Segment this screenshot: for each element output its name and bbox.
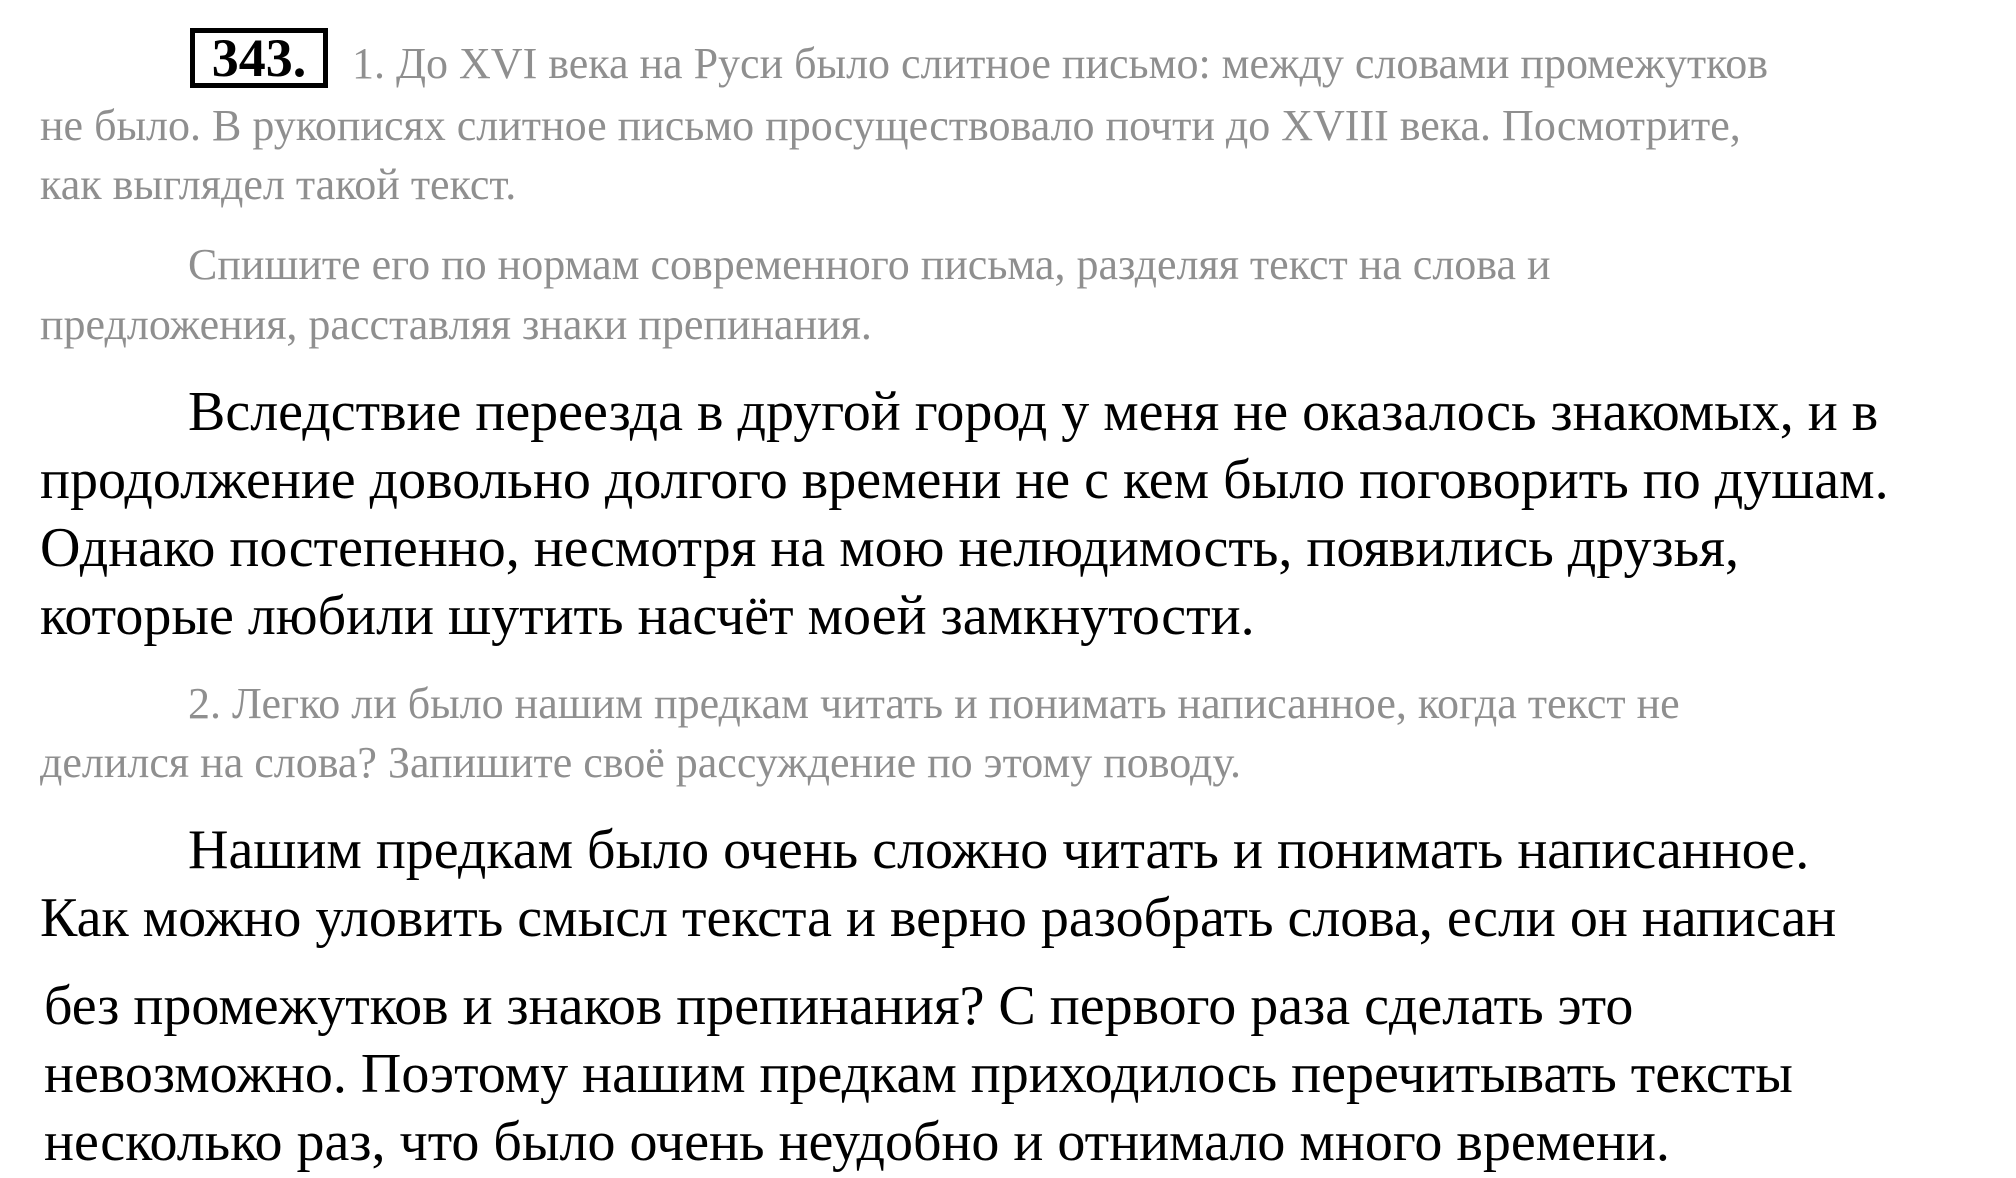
task1b-line-1: Спишите его по нормам современного письма, разделяя текст на слова и: [188, 240, 1551, 289]
answer1-line-1: Вследствие переезда в другой город у меня не оказалось знакомых, и в: [188, 381, 1879, 443]
task2-line-2: делился на слова? Запишите своё рассуждение по этому поводу.: [40, 738, 1241, 787]
exercise-number-box: [190, 28, 328, 88]
task2-line-1: 2. Легко ли было нашим предкам читать и понимать написанное, когда текст не: [188, 679, 1680, 728]
task1-line-2: не было. В рукописях слитное письмо просуществовало почти до XVIII века. Посмотрите,: [40, 101, 1741, 150]
task1b-line-2: предложения, расставляя знаки препинания.: [40, 300, 872, 349]
answer1-line-3: Однако постепенно, несмотря на мою нелюдимость, появились друзья,: [40, 517, 1739, 579]
task1-line-3: как выглядел такой текст.: [40, 160, 517, 209]
task1-line-1: 1. До XVI века на Руси было слитное письмо: между словами промежутков: [352, 39, 1769, 88]
answer2-line-2: Как можно уловить смысл текста и верно разобрать слова, если он написан: [40, 887, 1837, 949]
answer1-line-4: которые любили шутить насчёт моей замкнутости.: [40, 585, 1255, 647]
answer1-line-2: продолжение довольно долгого времени не с кем было поговорить по душам.: [40, 449, 1889, 511]
answer2-line-4: невозможно. Поэтому нашим предкам приходилось перечитывать тексты: [44, 1043, 1793, 1105]
answer2-line-5: несколько раз, что было очень неудобно и отнимало много времени.: [44, 1111, 1670, 1173]
answer2-line-1: Нашим предкам было очень сложно читать и понимать написанное.: [188, 819, 1810, 881]
answer2-line-3: без промежутков и знаков препинания? С первого раза сделать это: [44, 975, 1634, 1037]
exercise-number: 343.: [211, 28, 307, 88]
